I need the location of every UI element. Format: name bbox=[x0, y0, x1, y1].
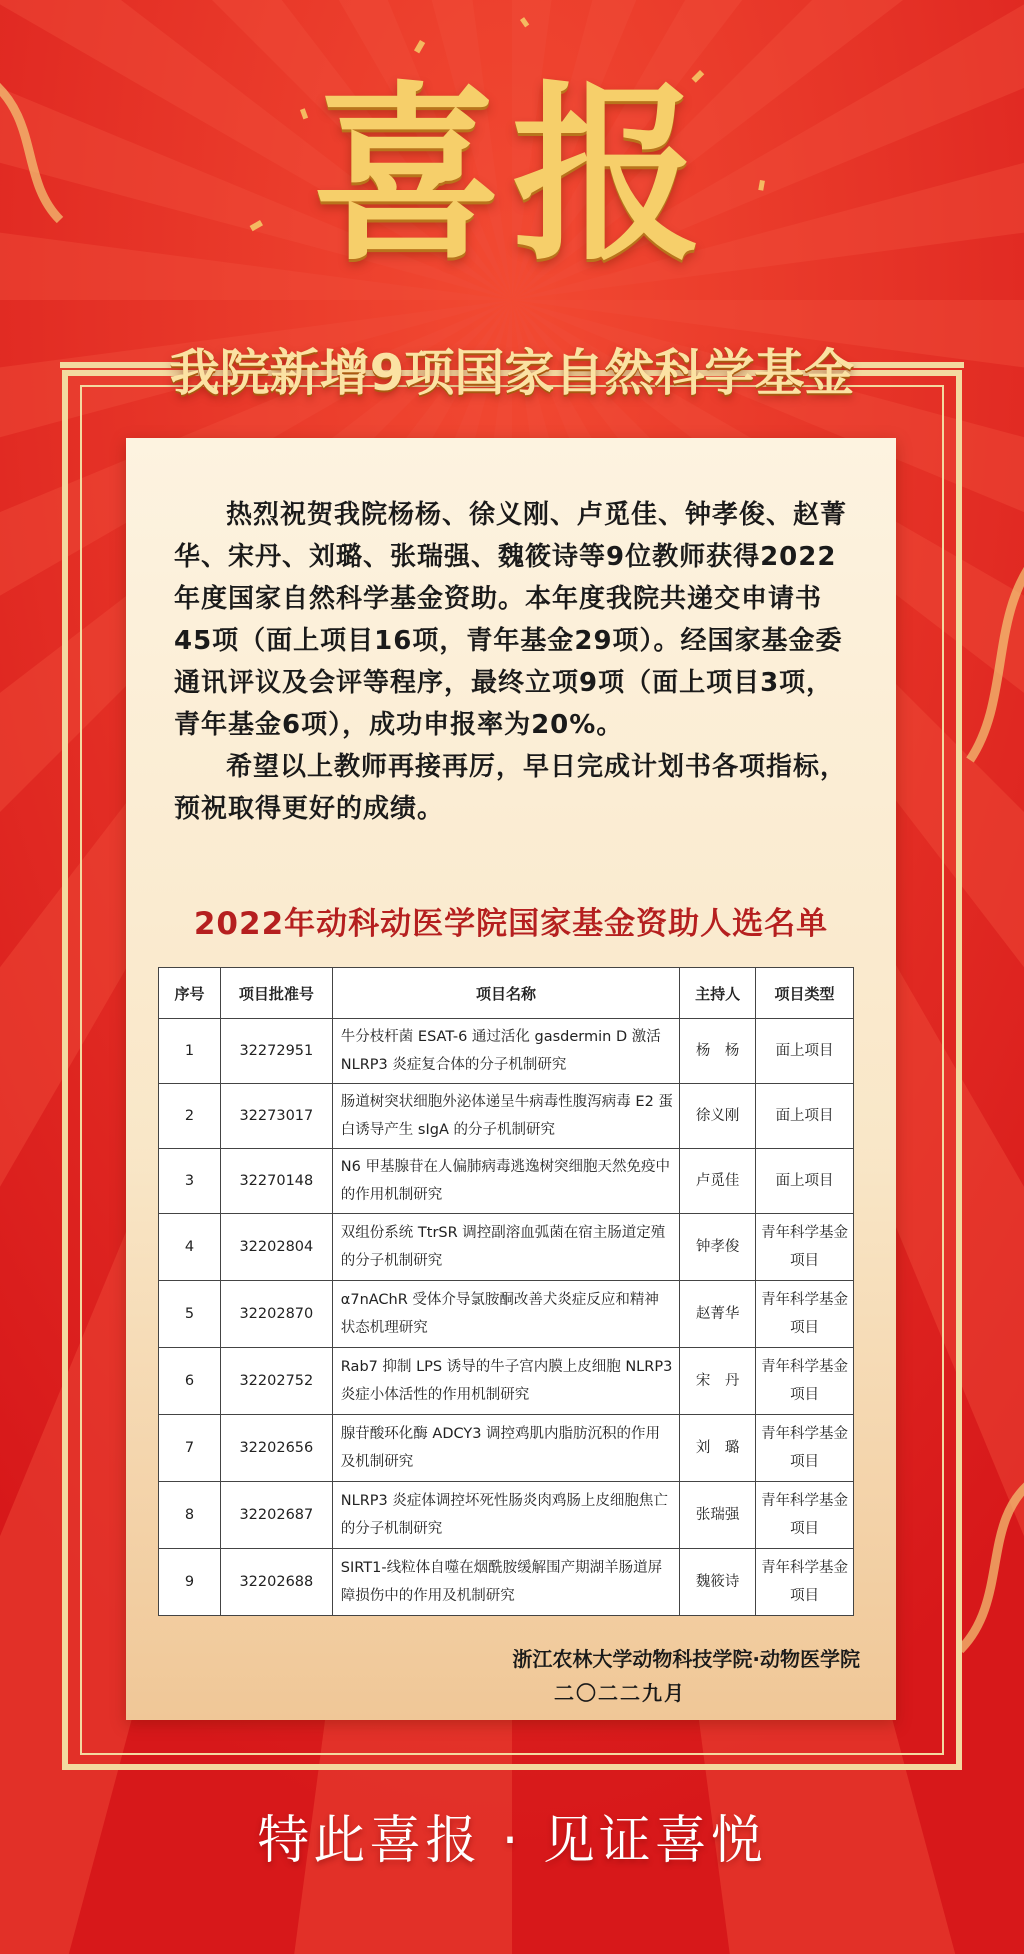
cell-host: 赵菁华 bbox=[680, 1281, 756, 1348]
cell-project-type: 青年科学基金项目 bbox=[756, 1214, 854, 1281]
cell-project-name: 双组份系统 TtrSR 调控副溶血弧菌在宿主肠道定殖的分子机制研究 bbox=[332, 1214, 679, 1281]
cell-approval-number: 32202688 bbox=[220, 1549, 332, 1616]
cell-project-type: 面上项目 bbox=[756, 1149, 854, 1214]
table-row bbox=[159, 1348, 854, 1415]
cell-project-name: 牛分枝杆菌 ESAT-6 通过活化 gasdermin D 激活 NLRP3 炎症复合体的分子机制研究 bbox=[332, 1019, 679, 1084]
cell-project-name: NLRP3 炎症体调控坏死性肠炎肉鸡肠上皮细胞焦亡的分子机制研究 bbox=[332, 1482, 679, 1549]
cell-host: 宋 丹 bbox=[680, 1348, 756, 1415]
cell-host: 魏筱诗 bbox=[680, 1549, 756, 1616]
cell-index: 3 bbox=[159, 1149, 221, 1214]
cell-host: 卢觅佳 bbox=[680, 1149, 756, 1214]
cell-index: 8 bbox=[159, 1482, 221, 1549]
cell-index: 9 bbox=[159, 1549, 221, 1616]
cell-project-name: N6 甲基腺苷在人偏肺病毒逃逸树突细胞天然免疫中的作用机制研究 bbox=[332, 1149, 679, 1214]
header-project-name: 项目名称 bbox=[332, 968, 679, 1019]
table-row bbox=[159, 1415, 854, 1482]
cell-index: 6 bbox=[159, 1348, 221, 1415]
table-row bbox=[159, 1549, 854, 1616]
cell-index: 5 bbox=[159, 1281, 221, 1348]
intro-text bbox=[174, 494, 854, 830]
intro-paragraph-2: 希望以上教师再接再厉，早日完成计划书各项指标，预祝取得更好的成绩。 bbox=[174, 752, 848, 824]
cell-project-type: 青年科学基金项目 bbox=[756, 1482, 854, 1549]
list-title: 2022年动科动医学院国家基金资助人选名单 bbox=[193, 906, 829, 942]
cell-host: 刘 璐 bbox=[680, 1415, 756, 1482]
cell-approval-number: 32202687 bbox=[220, 1482, 332, 1549]
cell-project-name: α7nAChR 受体介导氯胺酮改善犬炎症反应和精神状态机理研究 bbox=[332, 1281, 679, 1348]
cell-project-type: 面上项目 bbox=[756, 1084, 854, 1149]
footer-organization: 浙江农林大学动物科技学院·动物医学院 bbox=[512, 1647, 860, 1671]
footer-date: 二〇二二九月 bbox=[554, 1681, 686, 1705]
cell-index: 1 bbox=[159, 1019, 221, 1084]
cell-approval-number: 32270148 bbox=[220, 1149, 332, 1214]
cell-approval-number: 32272951 bbox=[220, 1019, 332, 1084]
grants-table bbox=[158, 967, 854, 1616]
intro-paragraph-1: 热烈祝贺我院杨杨、徐义刚、卢觅佳、钟孝俊、赵菁华、宋丹、刘璐、张瑞强、魏筱诗等9位教师获得2022年度国家自然科学基金资助。本年度我院共递交申请书45项（面上项目16项，青年基金29项）。经国家基金委通讯评议及会评等程序，最终立项9项（面上项目3项，青年基金6项），成功申报率为20%。 bbox=[174, 500, 848, 740]
cell-host: 杨 杨 bbox=[680, 1019, 756, 1084]
cell-index: 4 bbox=[159, 1214, 221, 1281]
cell-index: 2 bbox=[159, 1084, 221, 1149]
table-row bbox=[159, 1281, 854, 1348]
cell-host: 张瑞强 bbox=[680, 1482, 756, 1549]
cell-approval-number: 32273017 bbox=[220, 1084, 332, 1149]
header-host: 主持人 bbox=[680, 968, 756, 1019]
table-row bbox=[159, 1149, 854, 1214]
table-row bbox=[159, 1019, 854, 1084]
cell-approval-number: 32202804 bbox=[220, 1214, 332, 1281]
cell-approval-number: 32202656 bbox=[220, 1415, 332, 1482]
cell-approval-number: 32202752 bbox=[220, 1348, 332, 1415]
cell-project-name: 腺苷酸环化酶 ADCY3 调控鸡肌内脂肪沉积的作用及机制研究 bbox=[332, 1415, 679, 1482]
headline: 喜报 bbox=[311, 63, 712, 286]
cell-host: 徐义刚 bbox=[680, 1084, 756, 1149]
subtitle: 我院新增9项国家自然科学基金 bbox=[169, 344, 855, 402]
cell-project-type: 青年科学基金项目 bbox=[756, 1348, 854, 1415]
cell-host: 钟孝俊 bbox=[680, 1214, 756, 1281]
cell-project-type: 青年科学基金项目 bbox=[756, 1549, 854, 1616]
table-row bbox=[159, 1084, 854, 1149]
cell-approval-number: 32202870 bbox=[220, 1281, 332, 1348]
table-row bbox=[159, 1214, 854, 1281]
header-index: 序号 bbox=[159, 968, 221, 1019]
header-project-type: 项目类型 bbox=[756, 968, 854, 1019]
cell-project-type: 青年科学基金项目 bbox=[756, 1415, 854, 1482]
slogan: 特此喜报 · 见证喜悦 bbox=[257, 1811, 767, 1871]
cell-project-name: Rab7 抑制 LPS 诱导的牛子宫内膜上皮细胞 NLRP3 炎症小体活性的作用机制研究 bbox=[332, 1348, 679, 1415]
table-row bbox=[159, 1482, 854, 1549]
cell-index: 7 bbox=[159, 1415, 221, 1482]
header-approval-number: 项目批准号 bbox=[220, 968, 332, 1019]
cell-project-name: SIRT1-线粒体自噬在烟酰胺缓解围产期湖羊肠道屏障损伤中的作用及机制研究 bbox=[332, 1549, 679, 1616]
cell-project-type: 面上项目 bbox=[756, 1019, 854, 1084]
cell-project-type: 青年科学基金项目 bbox=[756, 1281, 854, 1348]
cell-project-name: 肠道树突状细胞外泌体递呈牛病毒性腹泻病毒 E2 蛋白诱导产生 sIgA 的分子机制研究 bbox=[332, 1084, 679, 1149]
